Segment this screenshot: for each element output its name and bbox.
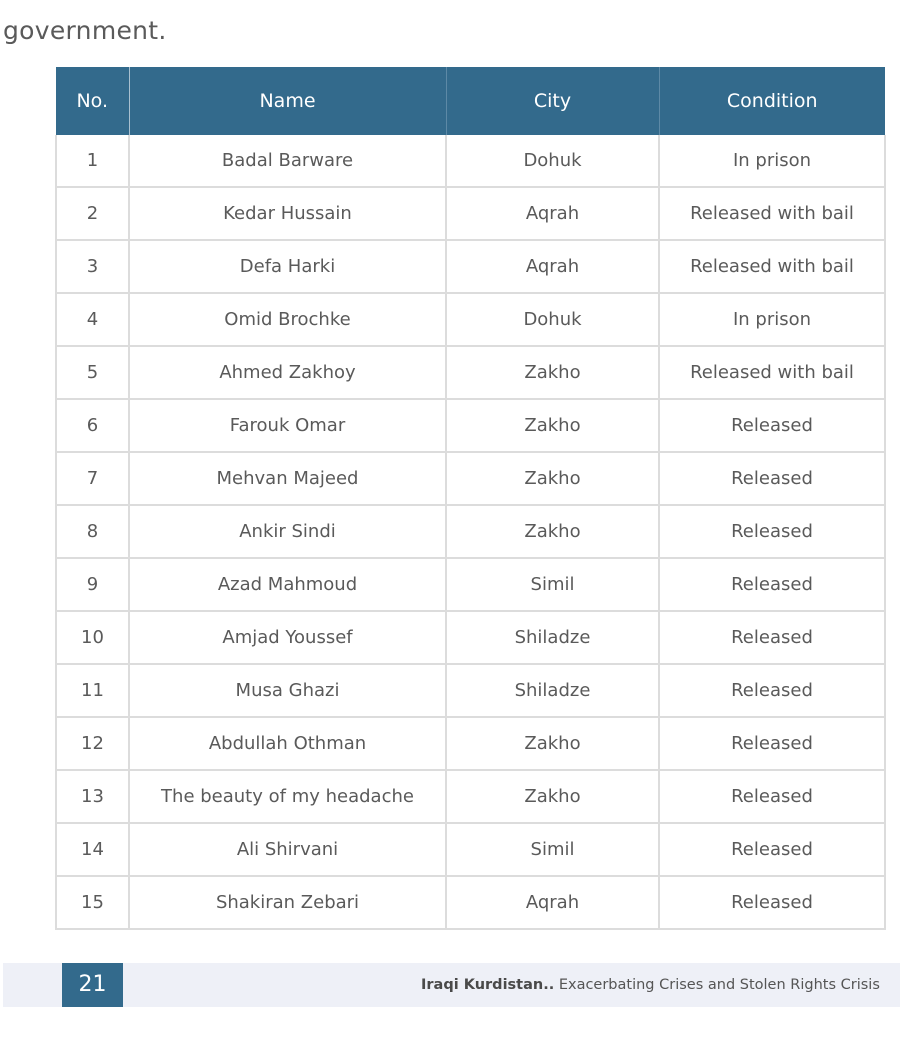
cell-city: Dohuk (446, 135, 659, 187)
cell-condition: Released (659, 717, 885, 770)
cell-condition: Released with bail (659, 240, 885, 293)
detainees-table-container (55, 67, 884, 930)
cell-condition: Released (659, 505, 885, 558)
cell-name: Ankir Sindi (129, 505, 446, 558)
cell-no: 12 (56, 717, 129, 770)
cell-city: Shiladze (446, 611, 659, 664)
cell-condition: Released (659, 558, 885, 611)
cell-name: Kedar Hussain (129, 187, 446, 240)
cell-condition: In prison (659, 293, 885, 346)
table-row (56, 135, 885, 187)
cell-no: 8 (56, 505, 129, 558)
table-row (56, 717, 885, 770)
column-header-condition: Condition (659, 67, 885, 135)
table-header (56, 67, 885, 135)
cell-name: Amjad Youssef (129, 611, 446, 664)
lead-text: government. (3, 16, 167, 45)
cell-no: 4 (56, 293, 129, 346)
cell-city: Zakho (446, 505, 659, 558)
cell-city: Zakho (446, 770, 659, 823)
cell-city: Zakho (446, 346, 659, 399)
cell-condition: Released (659, 611, 885, 664)
cell-no: 10 (56, 611, 129, 664)
cell-condition: Released with bail (659, 187, 885, 240)
column-header-name: Name (129, 67, 446, 135)
cell-name: Omid Brochke (129, 293, 446, 346)
table-row (56, 187, 885, 240)
cell-no: 1 (56, 135, 129, 187)
cell-condition: Released (659, 399, 885, 452)
cell-condition: Released (659, 770, 885, 823)
table-row (56, 505, 885, 558)
table-row (56, 558, 885, 611)
table-row (56, 770, 885, 823)
cell-no: 2 (56, 187, 129, 240)
cell-condition: Released (659, 823, 885, 876)
table-row (56, 240, 885, 293)
cell-name: Azad Mahmoud (129, 558, 446, 611)
cell-condition: In prison (659, 135, 885, 187)
column-header-city: City (446, 67, 659, 135)
header-row (56, 67, 885, 135)
cell-name: Mehvan Majeed (129, 452, 446, 505)
cell-name: The beauty of my headache (129, 770, 446, 823)
table-row (56, 664, 885, 717)
cell-city: Simil (446, 558, 659, 611)
footer-title-rest: Exacerbating Crises and Stolen Rights Crisis (554, 977, 880, 993)
footer-running-title (421, 977, 900, 993)
cell-condition: Released with bail (659, 346, 885, 399)
cell-city: Zakho (446, 717, 659, 770)
cell-no: 15 (56, 876, 129, 929)
cell-city: Simil (446, 823, 659, 876)
cell-city: Aqrah (446, 187, 659, 240)
cell-no: 14 (56, 823, 129, 876)
table-row (56, 876, 885, 929)
cell-city: Shiladze (446, 664, 659, 717)
cell-name: Ahmed Zakhoy (129, 346, 446, 399)
cell-city: Aqrah (446, 876, 659, 929)
cell-name: Defa Harki (129, 240, 446, 293)
table-row (56, 293, 885, 346)
cell-name: Ali Shirvani (129, 823, 446, 876)
cell-city: Zakho (446, 452, 659, 505)
table-row (56, 452, 885, 505)
cell-condition: Released (659, 876, 885, 929)
cell-no: 6 (56, 399, 129, 452)
table-row (56, 823, 885, 876)
cell-name: Musa Ghazi (129, 664, 446, 717)
cell-no: 13 (56, 770, 129, 823)
cell-no: 3 (56, 240, 129, 293)
table-body (56, 135, 885, 929)
cell-condition: Released (659, 452, 885, 505)
table-row (56, 611, 885, 664)
cell-city: Zakho (446, 399, 659, 452)
cell-city: Dohuk (446, 293, 659, 346)
table-row (56, 399, 885, 452)
cell-condition: Released (659, 664, 885, 717)
cell-no: 7 (56, 452, 129, 505)
cell-no: 5 (56, 346, 129, 399)
cell-name: Badal Barware (129, 135, 446, 187)
cell-no: 11 (56, 664, 129, 717)
page-number: 21 (62, 963, 123, 1007)
cell-no: 9 (56, 558, 129, 611)
footer-title-bold: Iraqi Kurdistan.. (421, 977, 555, 993)
column-header-no: No. (56, 67, 129, 135)
cell-name: Farouk Omar (129, 399, 446, 452)
cell-name: Shakiran Zebari (129, 876, 446, 929)
cell-city: Aqrah (446, 240, 659, 293)
cell-name: Abdullah Othman (129, 717, 446, 770)
table-row (56, 346, 885, 399)
detainees-table (55, 67, 886, 930)
